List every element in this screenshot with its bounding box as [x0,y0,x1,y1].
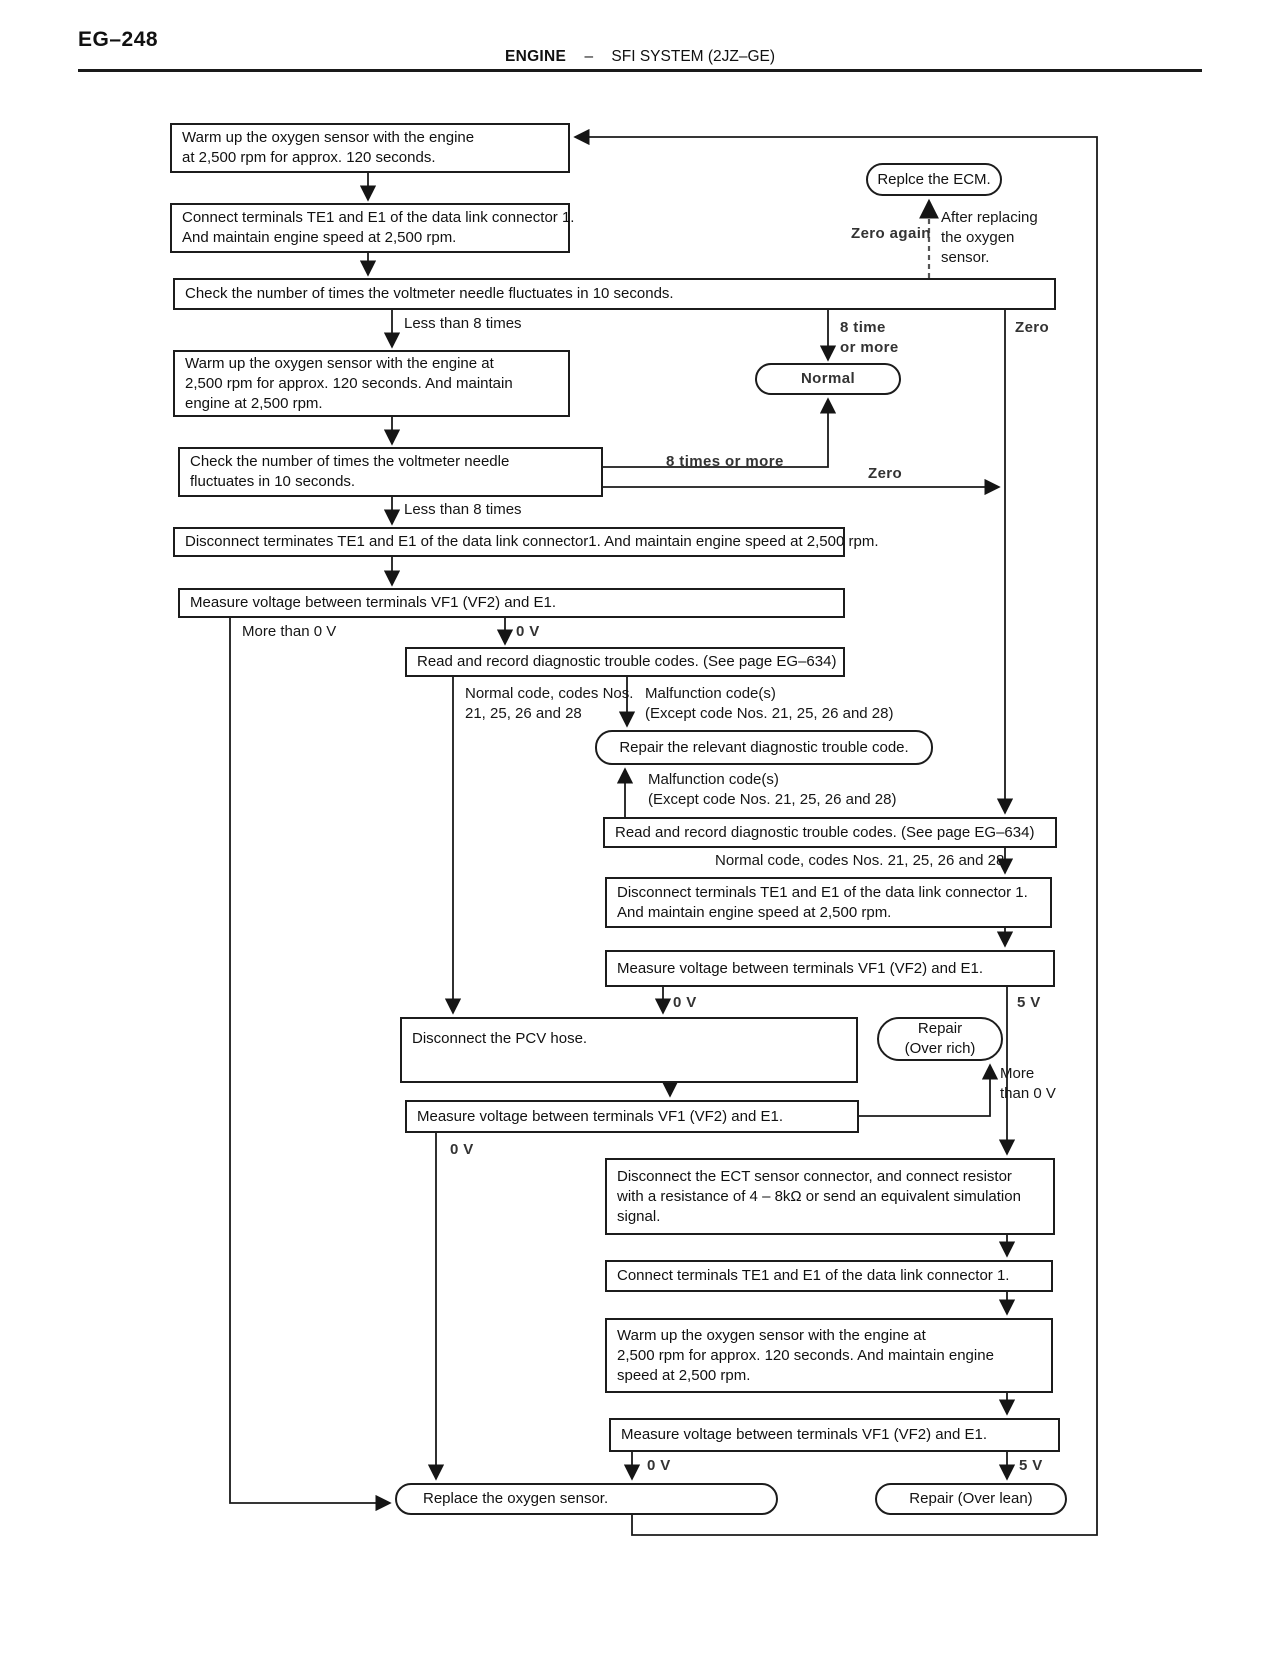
label-line: Normal code, codes Nos. [465,685,634,702]
label-after-replacing [941,208,1038,268]
label-line: After replacing [941,209,1038,226]
header-dash: – [584,48,594,65]
process-warm-up-sensor-1 [170,123,570,173]
process-check-fluctuation-2 [178,447,603,497]
header-section: ENGINE [504,48,567,65]
process-line: 2,500 rpm for approx. 120 seconds. And maintain [185,374,513,392]
terminal-repair-relevant-code [595,730,933,765]
label-more-than-0v-2 [1000,1064,1056,1104]
label-line: 21, 25, 26 and 28 [465,705,582,722]
process-disconnect-te1-e1-2 [605,877,1052,928]
process-line: speed at 2,500 rpm. [617,1366,751,1384]
process-measure-voltage-2 [605,950,1055,987]
label-line: Malfunction code(s) [645,685,776,702]
terminal-line: Repair the relevant diagnostic trouble code. [619,738,909,756]
terminal-line: Replace the oxygen sensor. [423,1490,609,1507]
process-line: Disconnect the PCV hose. [412,1030,588,1047]
process-measure-voltage-4 [609,1418,1060,1452]
terminal-replace-oxygen-sensor [395,1483,778,1515]
label-line: sensor. [941,249,990,266]
process-disconnect-ect [605,1158,1055,1235]
label-malfunction-codes-2 [648,770,897,810]
label-0v-2: 0 V [673,994,697,1011]
label-line: (Except code Nos. 21, 25, 26 and 28) [645,705,894,722]
process-line: at 2,500 rpm for approx. 120 seconds. [182,149,436,166]
terminal-line: Normal [800,370,856,387]
process-line: Check the number of times the voltmeter needle [190,453,510,470]
terminal-line: Replce the ECM. [877,170,991,188]
process-line: 2,500 rpm for approx. 120 seconds. And maintain engine [617,1346,994,1364]
label-zero-again: Zero again [851,225,931,242]
label-8-times-or-more: 8 times or more [666,453,784,470]
label-less-than-8-times-1: Less than 8 times [404,315,522,332]
process-line: Disconnect the ECT sensor connector, and connect resistor [617,1167,1012,1185]
terminal-normal [755,363,901,395]
process-line: Read and record diagnostic trouble codes. (See page EG–634) [417,653,837,670]
label-normal-codes-1 [465,684,633,724]
process-line: with a resistance of 4 – 8kΩ or send an equivalent simulation [617,1187,1021,1205]
label-zero-top: Zero [1015,319,1050,336]
process-line: engine at 2,500 rpm. [185,394,323,412]
label-more-than-0v-1: More than 0 V [242,623,337,640]
process-line: Warm up the oxygen sensor with the engine at [185,354,494,372]
process-line: Connect terminals TE1 and E1 of the data link connector 1. [617,1267,1010,1284]
terminal-repair-over-lean [875,1483,1067,1515]
process-line: Check the number of times the voltmeter needle fluctuates in 10 seconds. [185,285,674,302]
label-line: or more [840,339,899,356]
process-line: Warm up the oxygen sensor with the engine [182,129,475,146]
process-line: And maintain engine speed at 2,500 rpm. [182,229,457,246]
process-line: Read and record diagnostic trouble codes. (See page EG–634) [615,823,1035,841]
process-line: Connect terminals TE1 and E1 of the data link connector 1. [182,209,575,226]
process-check-fluctuation-1 [173,278,1056,310]
label-zero-mid: Zero [868,465,903,482]
terminal-line: Repair (Over lean) [909,1490,1033,1507]
terminal-line: (Over rich) [904,1040,976,1057]
label-5v-1: 5 V [1017,994,1041,1011]
label-malfunction-codes-1 [645,684,894,724]
label-line: the oxygen [941,229,1015,246]
label-line: than 0 V [1000,1085,1056,1102]
process-disconnect-te1-e1-1 [173,527,879,557]
label-line: 8 time [840,319,886,336]
process-line: fluctuates in 10 seconds. [190,473,356,490]
process-measure-voltage-1 [178,588,845,618]
process-line: Disconnect terminals TE1 and E1 of the data link connector 1. [617,883,1028,901]
label-0v-3: 0 V [450,1141,474,1158]
process-line: Measure voltage between terminals VF1 (VF2) and E1. [621,1426,988,1443]
process-read-codes-1 [405,647,845,677]
label-8-time-or-more [840,318,899,358]
label-line: Malfunction code(s) [648,771,779,788]
terminal-replace-ecm [866,163,1002,196]
process-line: signal. [617,1207,661,1225]
label-0v-1: 0 V [516,623,540,640]
wire-more-than-0v-to-replace-sensor [230,618,389,1503]
label-less-than-8-times-2: Less than 8 times [404,501,522,518]
label-0v-4: 0 V [647,1457,671,1474]
label-line: (Except code Nos. 21, 25, 26 and 28) [648,791,897,808]
label-5v-2: 5 V [1019,1457,1043,1474]
header-title: SFI SYSTEM (2JZ–GE) [611,48,776,65]
page-code: EG–248 [78,28,159,51]
label-line: More [1000,1065,1035,1082]
process-line: Measure voltage between terminals VF1 (VF2) and E1. [617,959,984,977]
wire-measure3-to-repair-over-rich [859,1066,990,1116]
process-line: Measure voltage between terminals VF1 (VF2) and E1. [190,594,557,611]
process-connect-te1-e1-1 [170,203,575,253]
process-line: Disconnect terminates TE1 and E1 of the data link connector1. And maintain engine speed at 2,500 rpm. [185,533,879,550]
process-measure-voltage-3 [405,1100,859,1133]
terminal-line: Repair [917,1020,963,1037]
process-line: Measure voltage between terminals VF1 (VF2) and E1. [417,1107,784,1125]
process-connect-te1-e1-2 [605,1260,1053,1292]
process-line: Warm up the oxygen sensor with the engine at [617,1326,926,1344]
process-read-codes-2 [603,817,1057,848]
process-line: And maintain engine speed at 2,500 rpm. [617,903,892,921]
process-warm-up-sensor-2 [173,350,570,417]
process-warm-up-sensor-3 [605,1318,1053,1393]
process-disconnect-pcv [400,1017,858,1083]
terminal-repair-over-rich [877,1017,1003,1061]
label-normal-codes-2: Normal code, codes Nos. 21, 25, 26 and 28 [715,852,1005,869]
